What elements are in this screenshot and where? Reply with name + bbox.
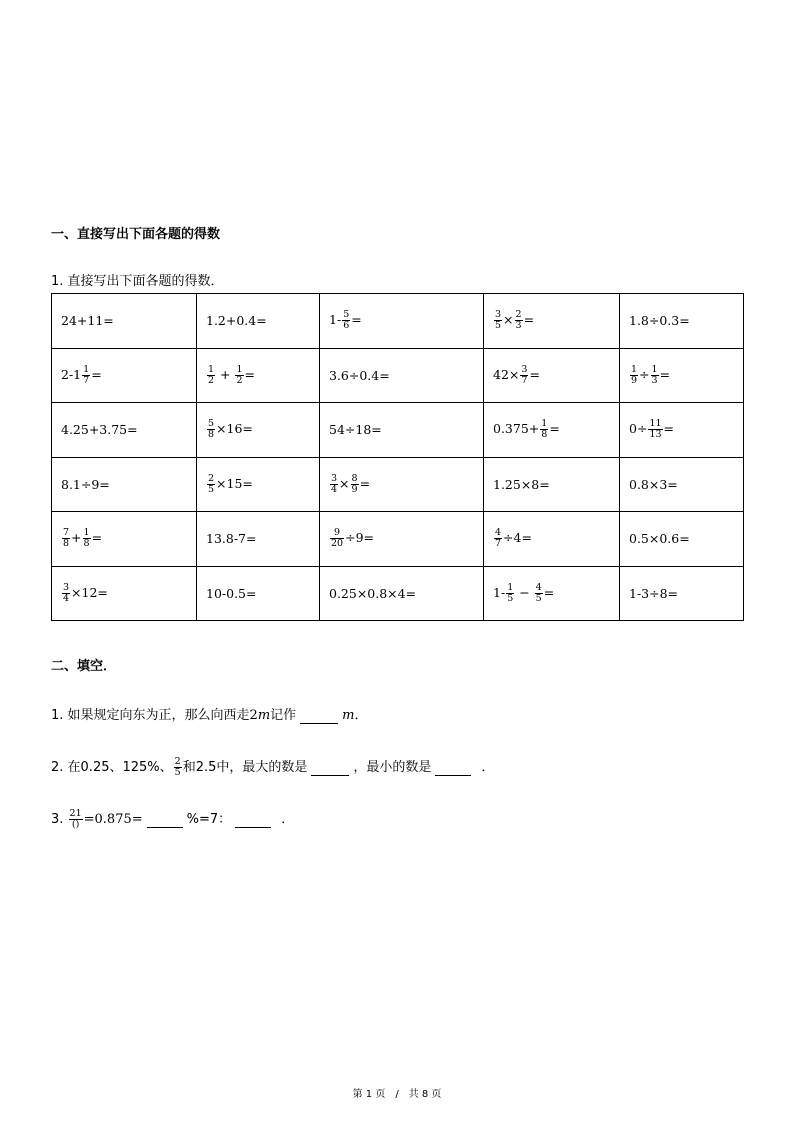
expression-text: 0.25×0.8×4=: [329, 585, 417, 601]
expression-equals: =: [659, 366, 671, 382]
expression-text: 3.6÷0.4=: [329, 367, 390, 383]
fraction-denominator: 4: [63, 592, 70, 604]
fraction: [515, 310, 523, 331]
answer-blank-ratio[interactable]: [235, 812, 271, 828]
fraction: [82, 365, 90, 386]
table-cell: [484, 403, 620, 458]
expression-text: 54÷18=: [329, 422, 382, 438]
q2-text-c: ，最小的数是: [353, 760, 432, 775]
fraction-numerator: 4: [535, 581, 542, 593]
fraction: [207, 474, 215, 495]
fraction-denominator: 2: [208, 374, 215, 386]
fraction: [648, 419, 662, 440]
q1-text-b: 2: [249, 708, 258, 723]
fraction-numerator: 5: [208, 418, 215, 430]
table-cell: [52, 512, 197, 567]
fill-question-1: [51, 704, 368, 724]
q3-fraction-numerator: 21: [69, 808, 82, 820]
fraction-denominator: 20: [331, 538, 344, 550]
table-cell: [320, 348, 484, 403]
table-cell: [620, 348, 744, 403]
table-cell: [484, 348, 620, 403]
table-row: [52, 294, 744, 349]
expression-text: 0÷: [629, 421, 648, 437]
fraction-denominator: 8: [83, 538, 90, 550]
fraction: [494, 528, 502, 549]
q1-text-d: 记作: [270, 708, 297, 723]
table-cell: [620, 403, 744, 458]
answer-blank[interactable]: [300, 708, 338, 724]
expression-equals: =: [244, 366, 255, 382]
expression-text: 1-: [493, 584, 506, 600]
table-cell: [320, 512, 484, 567]
fraction-denominator: 8: [208, 429, 215, 441]
fraction-denominator: 9: [351, 483, 358, 495]
expression-operator: ×: [339, 475, 350, 491]
expression-operator: +: [216, 366, 235, 382]
fraction-denominator: 4: [331, 483, 338, 495]
q3-text-c: %=7：: [186, 812, 232, 827]
table-row: [52, 403, 744, 458]
fraction-numerator: 1: [208, 363, 215, 375]
page-footer: 第 1 页 / 共 8 页: [352, 1089, 442, 1100]
fraction-denominator: 3: [515, 320, 522, 332]
expression-operator: ÷: [639, 366, 650, 382]
expression-text: 2-1: [61, 366, 82, 382]
fraction-numerator: 5: [343, 309, 350, 321]
fraction-denominator: 7: [521, 374, 528, 386]
table-cell: [52, 566, 197, 621]
fraction-numerator: 3: [495, 309, 502, 321]
expression-text: 1.2+0.4=: [206, 313, 267, 329]
expression-text: 1.8÷0.3=: [629, 313, 690, 329]
expression-operator: ÷4=: [503, 530, 532, 546]
table-cell: [197, 294, 320, 349]
fraction: [540, 419, 548, 440]
q2-period: ．: [481, 760, 495, 775]
fraction-denominator: 5: [495, 320, 502, 332]
table-cell: [197, 403, 320, 458]
answer-blank-percent[interactable]: [147, 812, 183, 828]
table-cell: [484, 294, 620, 349]
section-1-title: 一、直接写出下面各题的得数: [51, 227, 221, 242]
fraction: [330, 474, 338, 495]
expression-text: 13.8-7=: [206, 531, 257, 547]
answer-blank-max[interactable]: [311, 760, 349, 776]
expression-operator: =: [529, 366, 540, 382]
q3-text-b: =0.875=: [83, 812, 143, 827]
q2-fraction: [174, 757, 182, 778]
q1-unit-m: m: [257, 708, 271, 723]
table-cell: [52, 457, 197, 512]
expression-operator: =: [663, 421, 675, 437]
fraction-denominator: 8: [63, 538, 70, 550]
table-row: [52, 566, 744, 621]
expression-operator: =: [91, 366, 102, 382]
table-cell: [320, 457, 484, 512]
fraction: [520, 365, 528, 386]
section-2-title: 二、填空．: [51, 659, 117, 674]
table-cell: [320, 403, 484, 458]
fraction-numerator: 2: [515, 309, 522, 321]
q3-text-a: 3.: [51, 812, 68, 827]
fraction-denominator: 5: [507, 592, 514, 604]
table-cell: [620, 566, 744, 621]
q1-unit-m-2: m: [342, 708, 355, 723]
expression-operator: =: [351, 312, 362, 328]
fraction: [630, 365, 638, 386]
fraction: [342, 310, 350, 331]
fraction-denominator: 9: [631, 374, 638, 386]
expression-operator: =: [549, 421, 560, 437]
fraction: [506, 583, 514, 604]
table-cell: [620, 512, 744, 567]
table-row: [52, 457, 744, 512]
q1-period: ．: [354, 708, 368, 723]
fraction-numerator: 7: [63, 527, 70, 539]
expression-operator: +: [71, 530, 82, 546]
table-cell: [320, 566, 484, 621]
table-cell: [620, 457, 744, 512]
fraction-denominator: 2: [236, 374, 243, 386]
fraction-numerator: 9: [330, 528, 344, 539]
expression-equals: =: [523, 312, 535, 328]
q3-fraction-denominator: (): [71, 819, 80, 830]
fraction-denominator: 6: [343, 320, 350, 332]
fraction-numerator: 4: [495, 527, 502, 539]
fraction: [62, 528, 70, 549]
fill-question-3: [51, 808, 294, 830]
fraction-denominator: 13: [649, 429, 662, 441]
table-row: [52, 348, 744, 403]
table-cell: [197, 457, 320, 512]
table-cell: [320, 294, 484, 349]
fraction-numerator: 1: [651, 363, 658, 375]
fraction-numerator: 11: [649, 418, 662, 430]
question-1-label: [51, 270, 224, 289]
q2-text-b: 和2.5中，最大的数是: [182, 760, 308, 775]
expression-text: 42×: [493, 366, 520, 382]
expression-text: 8.1÷9=: [61, 476, 110, 492]
expression-text: 24+11=: [61, 313, 114, 329]
expression-text: 1-: [329, 312, 342, 328]
table-cell: [620, 294, 744, 349]
q2-fraction-numerator: 2: [174, 756, 181, 768]
expression-operator: ×15=: [216, 475, 253, 491]
fraction: [351, 474, 359, 495]
fraction-numerator: 1: [83, 363, 90, 375]
fraction: [330, 528, 344, 549]
expression-text: 4.25+3.75=: [61, 422, 138, 438]
expression-text: 0.8×3=: [629, 476, 678, 492]
fraction-numerator: 1: [83, 527, 90, 539]
fraction-numerator: 1: [236, 363, 243, 375]
fraction-denominator: 7: [495, 538, 502, 550]
table-cell: [52, 294, 197, 349]
expression-text: 1-3÷8=: [629, 585, 679, 601]
q3-period: ．: [281, 812, 295, 827]
table-cell: [52, 403, 197, 458]
fraction: [62, 583, 70, 604]
table-cell: [52, 348, 197, 403]
table-cell: [197, 566, 320, 621]
fraction: [207, 419, 215, 440]
q2-text-a: 2. 在0.25、125%、: [51, 760, 173, 775]
table-cell: [197, 512, 320, 567]
fraction: [651, 365, 659, 386]
answer-blank-min[interactable]: [435, 760, 471, 776]
q1-text-a: 1. 如果规定向东为正，那么向西走: [51, 708, 250, 723]
table-cell: [484, 512, 620, 567]
fraction-denominator: 5: [208, 483, 215, 495]
fraction-denominator: 5: [535, 592, 542, 604]
expression-text: 10-0.5=: [206, 585, 257, 601]
table-cell: [484, 566, 620, 621]
fraction-numerator: 3: [331, 472, 338, 484]
expression-text: 0.375+: [493, 421, 540, 437]
q2-fraction-denominator: 5: [174, 767, 181, 778]
expression-equals: =: [359, 475, 371, 491]
expression-equals: =: [91, 530, 103, 546]
expression-text: 0.5×0.6=: [629, 531, 690, 547]
fraction-numerator: 3: [63, 581, 70, 593]
fraction: [207, 365, 215, 386]
table-cell: [484, 457, 620, 512]
expression-operator: ×: [503, 312, 514, 328]
expression-operator: ×16=: [216, 421, 253, 437]
expression-operator: ×12=: [71, 584, 108, 600]
fraction-denominator: 8: [541, 429, 548, 441]
fraction-numerator: 3: [521, 363, 528, 375]
q3-fraction: [69, 809, 83, 830]
fraction: [494, 310, 502, 331]
question-1-text: 1. 直接写出下面各题的得数．: [51, 274, 224, 289]
fraction: [83, 528, 91, 549]
fraction: [235, 365, 243, 386]
table-row: [52, 512, 744, 567]
expression-equals: =: [543, 584, 555, 600]
fraction-numerator: 1: [541, 418, 548, 430]
fraction: [535, 583, 543, 604]
table-cell: [197, 348, 320, 403]
fraction-numerator: 8: [351, 472, 358, 484]
fraction-denominator: 3: [651, 374, 658, 386]
fill-question-2: [51, 756, 494, 778]
expression-text: 1.25×8=: [493, 476, 550, 492]
fraction-numerator: 1: [631, 363, 638, 375]
fraction-numerator: 2: [208, 472, 215, 484]
expression-operator: ÷9=: [345, 530, 374, 546]
expression-operator: −: [515, 584, 534, 600]
calculation-table: [51, 293, 744, 621]
fraction-denominator: 7: [83, 374, 90, 386]
fraction-numerator: 1: [507, 581, 514, 593]
